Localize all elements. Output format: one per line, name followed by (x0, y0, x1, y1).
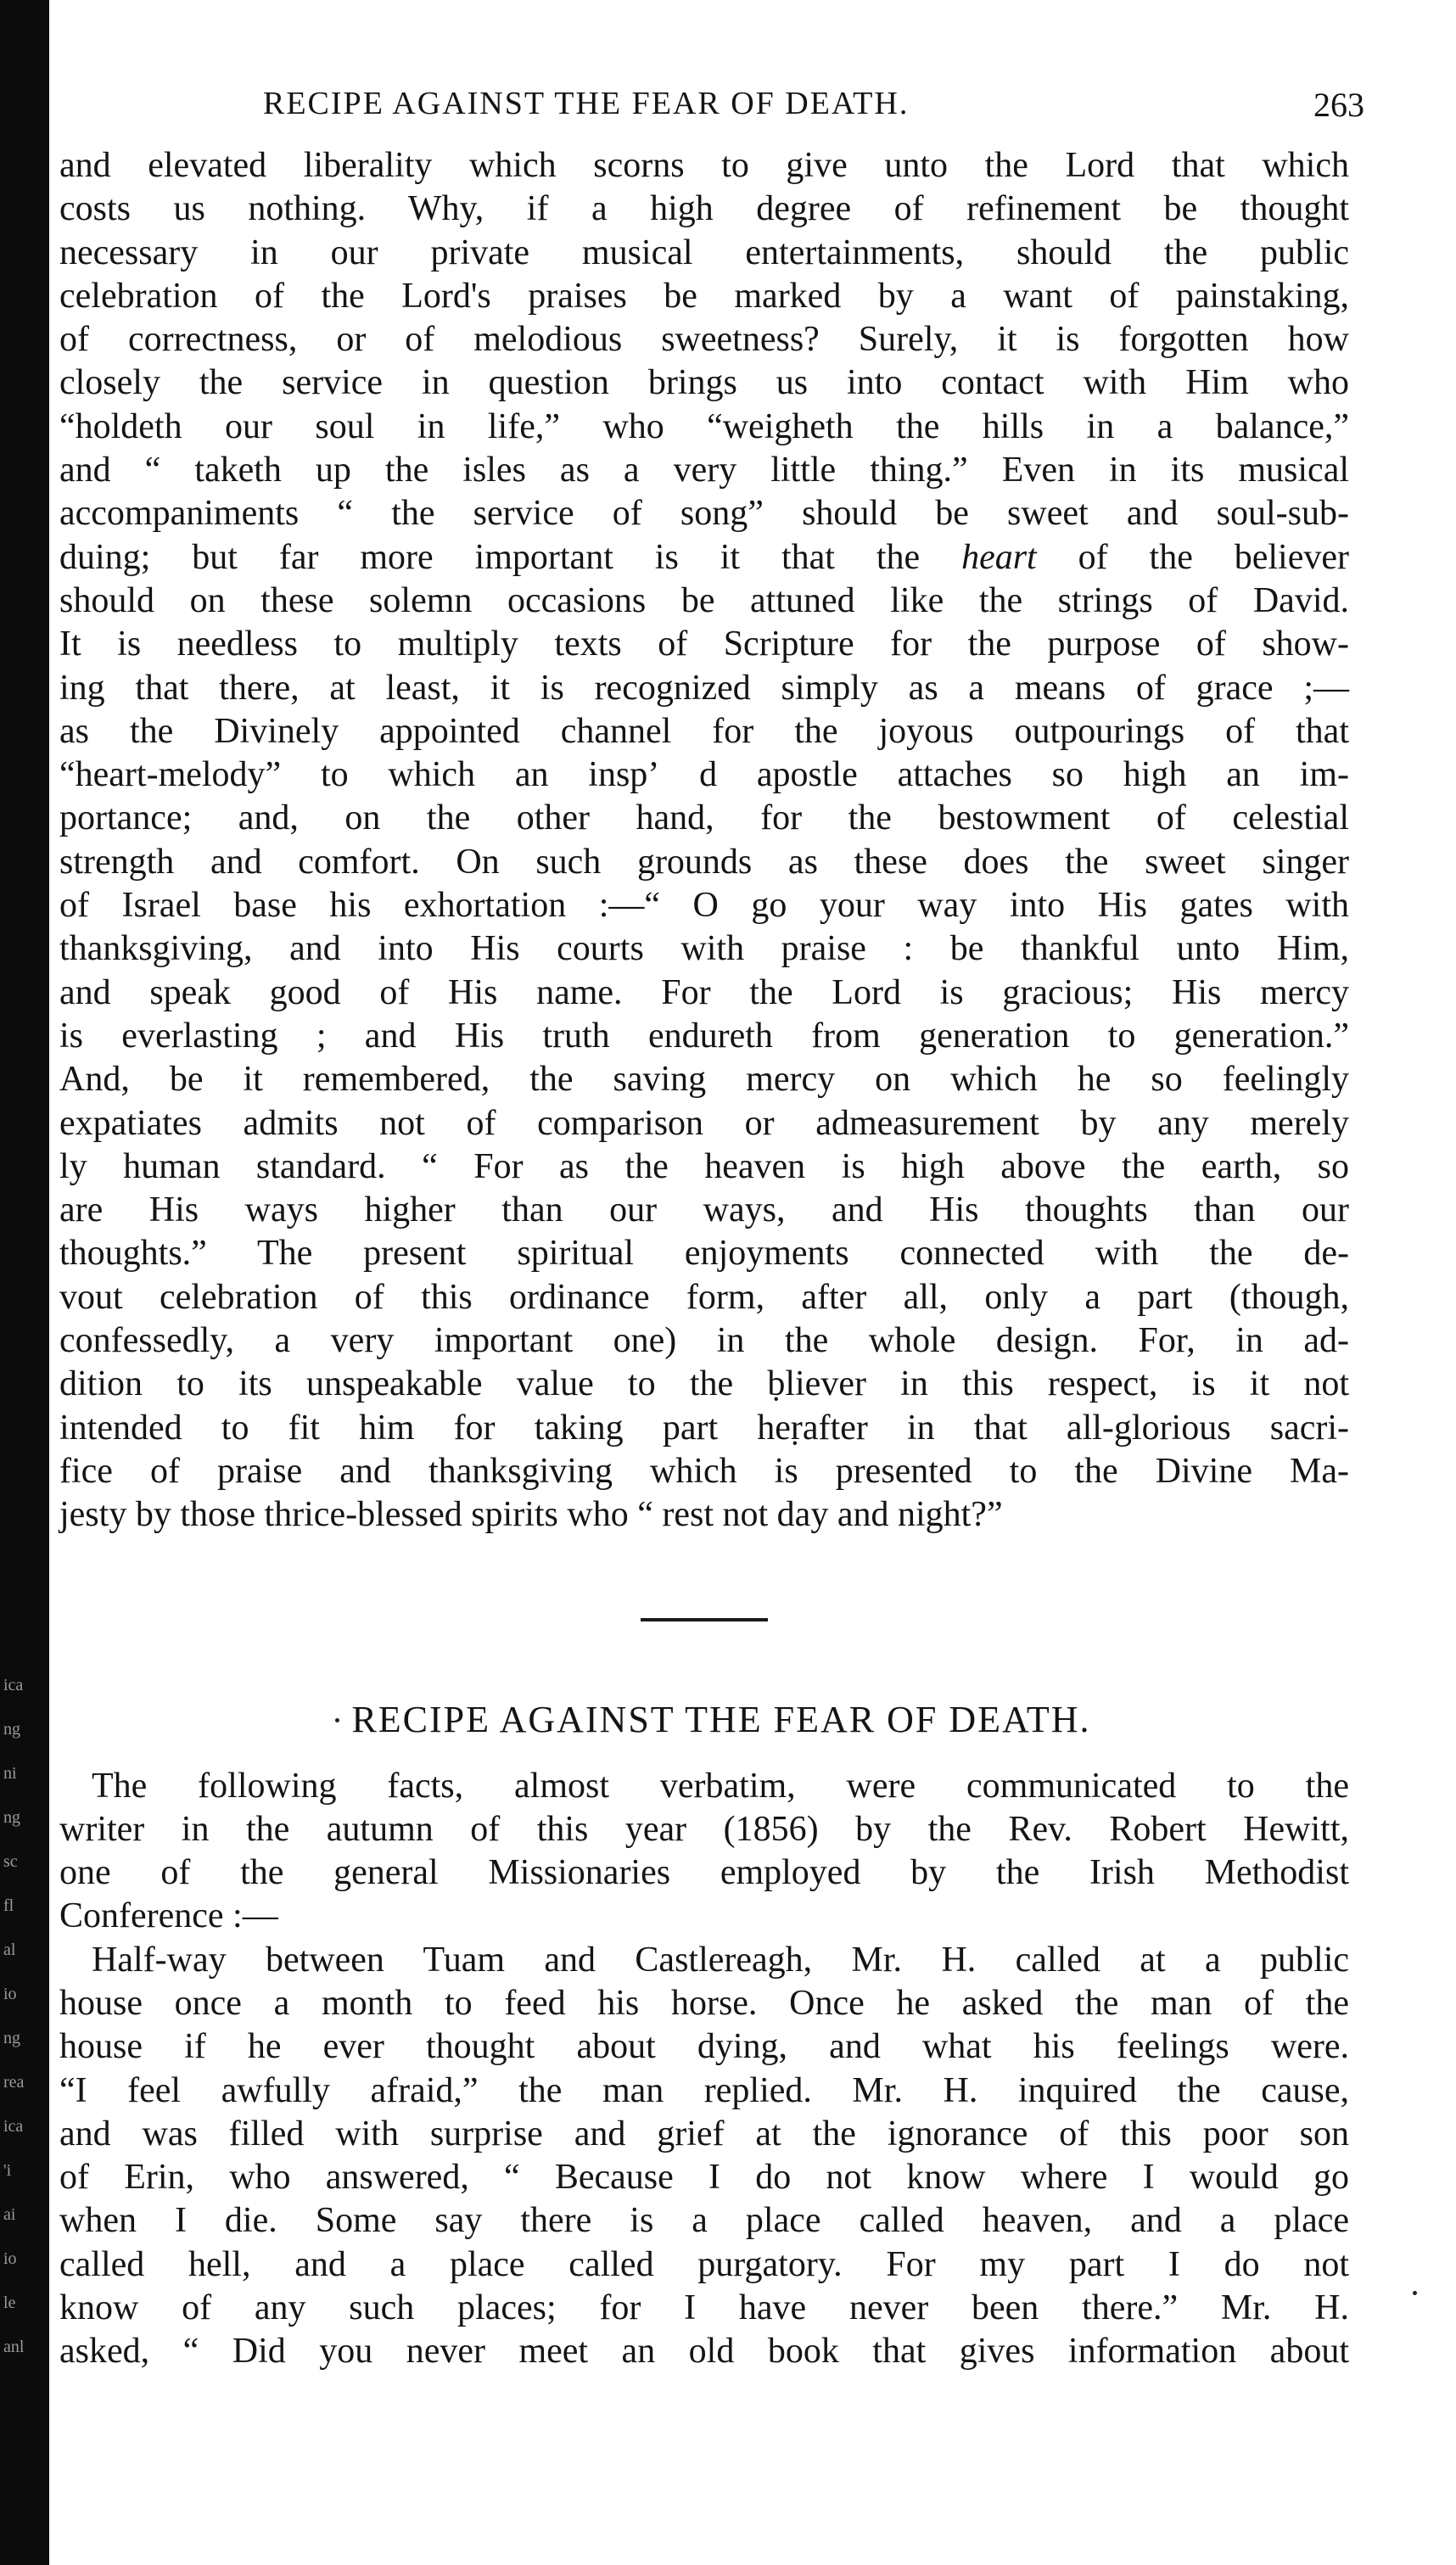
text-line: as the Divinely appointed channel for the joyous outpourings of that (59, 711, 1349, 751)
text-line: strength and comfort. On such grounds as these does the sweet singer (59, 842, 1349, 882)
text-line: celebration of the Lord's praises be marked by a want of painstaking, (59, 276, 1349, 316)
text-line: of Erin, who answered, “ Because I do not know where I would go (59, 2158, 1349, 2198)
text-line: ly human standard. “ For as the heaven is high above the earth, so (59, 1146, 1349, 1186)
text-line: and was filled with surprise and grief at the ignorance of this poor son (59, 2114, 1349, 2153)
page-number: 263 (1313, 86, 1364, 124)
gutter-fragment: io (3, 1985, 17, 2003)
gutter-fragment: ng (3, 1808, 20, 1827)
gutter-text-fragments (3, 1663, 48, 2369)
text-line: of Israel base his exhortation :—“ O go your way into His gates with (59, 886, 1349, 926)
text-line: “heart-melody” to which an inspʼ d apostle attaches so high an im- (59, 755, 1349, 795)
page (59, 68, 1364, 2374)
text-line: jesty by those thrice-blessed spirits who “ rest not day and night?” (59, 1495, 1003, 1535)
print-speck (1413, 2291, 1417, 2295)
text-line: intended to fit him for taking part heṛafter in that all-glorious sacri- (59, 1408, 1349, 1448)
text-line: thoughts.” The present spiritual enjoyments connected with the de- (59, 1234, 1349, 1274)
section-divider-rule (641, 1618, 768, 1621)
gutter-fragment: rea (3, 2073, 25, 2092)
gutter-fragment: ai (3, 2205, 16, 2224)
text-line: And, be it remembered, the saving mercy on which he so feelingly (59, 1060, 1349, 1100)
text-line: dition to its unspeakable value to the ḅliever in this respect, is it not (59, 1364, 1349, 1404)
text-line: of correctness, or of melodious sweetness? Surely, it is forgotten how (59, 320, 1349, 360)
text-line: is everlasting ; and His truth endureth from generation to generation.” (59, 1016, 1349, 1056)
text-line: “holdeth our soul in life,” who “weigheth the hills in a balance,” (59, 406, 1349, 446)
gutter-fragment: sc (3, 1852, 18, 1871)
binding-edge (0, 0, 49, 2565)
article-title: RECIPE AGAINST THE FEAR OF DEATH. (351, 1698, 1091, 1740)
text-line: are His ways higher than our ways, and His thoughts than our (59, 1190, 1349, 1230)
text-line: and “ taketh up the isles as a very little thing.” Even in its musical (59, 451, 1349, 490)
text-line: asked, “ Did you never meet an old book that gives information about (59, 2332, 1349, 2372)
gutter-fragment: al (3, 1941, 16, 1959)
text-line: The following facts, almost verbatim, were communicated to the (92, 1766, 1349, 1806)
text-line: and speak good of His name. For the Lord is gracious; His mercy (59, 972, 1349, 1012)
text-line: necessary in our private musical entertainments, should the public (59, 232, 1349, 272)
gutter-fragment: fl (3, 1896, 14, 1915)
text-line: fice of praise and thanksgiving which is presented to the Divine Ma- (59, 1451, 1349, 1491)
gutter-fragment: ng (3, 1720, 20, 1739)
text-line: Conference :— (59, 1896, 278, 1936)
text-line: writer in the autumn of this year (1856) by the Rev. Robert Hewitt, (59, 1809, 1349, 1849)
text-line: closely the service in question brings us into contact with Him who (59, 363, 1349, 403)
text-line: house once a month to feed his horse. Once he asked the man of the (59, 1983, 1349, 2023)
text-line: expatiates admits not of comparison or admeasurement by any merely (59, 1103, 1349, 1143)
text-line: Half-way between Tuam and Castlereagh, Mr. H. called at a public (92, 1940, 1349, 1980)
text-line: know of any such places; for I have never been there.” Mr. H. (59, 2288, 1349, 2328)
gutter-fragment: ng (3, 2029, 20, 2047)
running-head (59, 68, 1364, 144)
text-line: portance; and, on the other hand, for the bestowment of celestial (59, 798, 1349, 838)
text-line: ing that there, at least, it is recognized simply as a means of grace ;— (59, 668, 1349, 708)
text-line: confessedly, a very important one) in the whole design. For, in ad- (59, 1321, 1349, 1361)
text-line: It is needless to multiply texts of Scripture for the purpose of show- (59, 624, 1349, 664)
gutter-fragment: le (3, 2293, 16, 2312)
text-line: “I feel awfully afraid,” the man replied. Mr. H. inquired the cause, (59, 2070, 1349, 2110)
continued-paragraph (59, 144, 1349, 1537)
text-line: should on these solemn occasions be attuned like the strings of David. (59, 580, 1349, 620)
text-line: one of the general Missionaries employed by the Irish Methodist (59, 1853, 1349, 1893)
text-line: vout celebration of this ordinance form, after all, only a part (though, (59, 1277, 1349, 1317)
gutter-fragment: ica (3, 1676, 24, 1694)
gutter-fragment: 'i (3, 2161, 12, 2180)
gutter-fragment: io (3, 2249, 17, 2268)
gutter-fragment: ni (3, 1764, 17, 1783)
print-speck (335, 1718, 339, 1722)
text-line: when I die. Some say there is a place called heaven, and a place (59, 2201, 1349, 2241)
text-line: duing; but far more important is it that the heart of the believer (59, 537, 1349, 577)
text-line: costs us nothing. Why, if a high degree of refinement be thought (59, 189, 1349, 229)
running-title: RECIPE AGAINST THE FEAR OF DEATH. (263, 86, 910, 121)
text-line: called hell, and a place called purgatory. For my part I do not (59, 2244, 1349, 2284)
text-line: thanksgiving, and into His courts with praise : be thankful unto Him, (59, 929, 1349, 969)
gutter-fragment: anl (3, 2338, 25, 2356)
text-line: and elevated liberality which scorns to give unto the Lord that which (59, 146, 1349, 185)
text-line: accompaniments “ the service of song” should be sweet and soul-sub- (59, 494, 1349, 534)
gutter-fragment: ica (3, 2117, 24, 2136)
article-body (59, 1765, 1349, 2374)
text-line: house if he ever thought about dying, and what his feelings were. (59, 2027, 1349, 2067)
